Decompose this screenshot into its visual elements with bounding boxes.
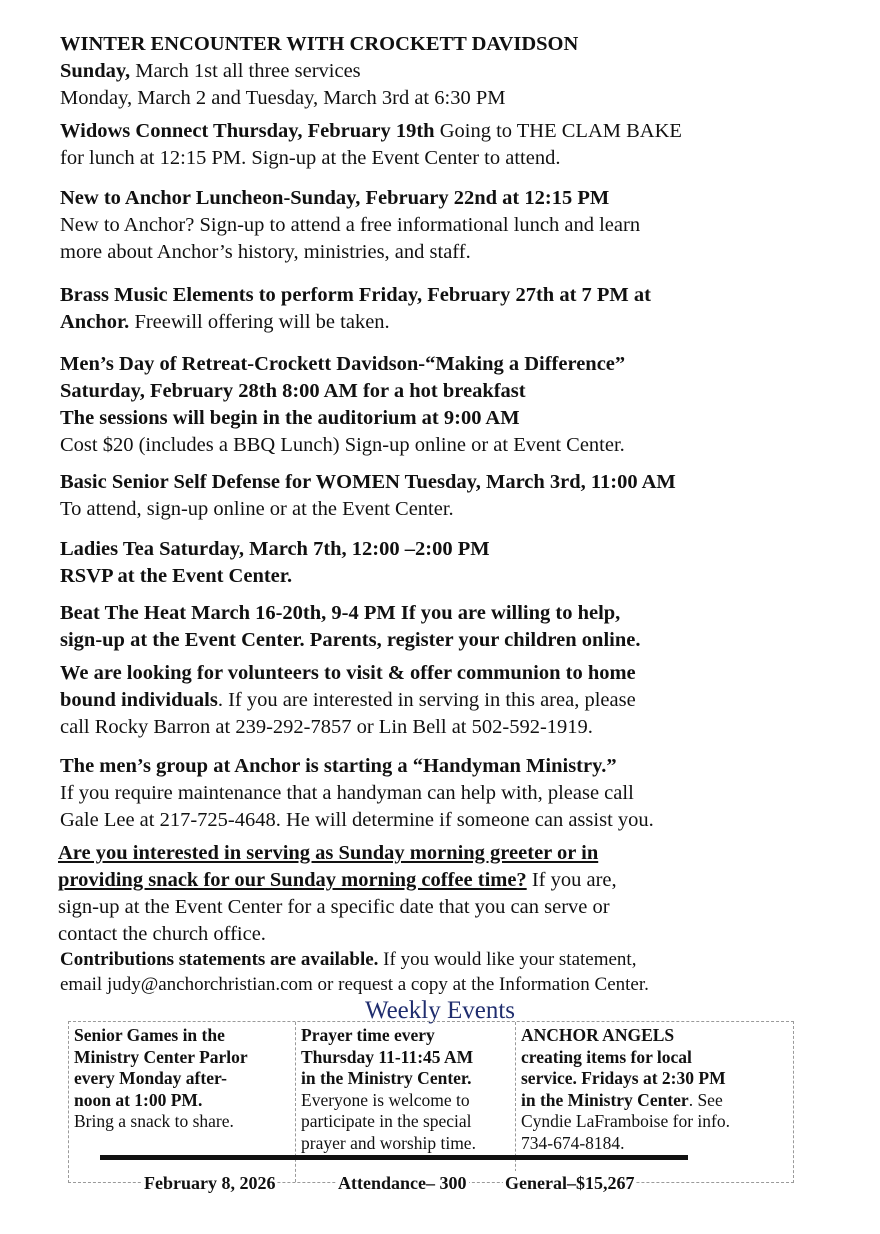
angels-line6: 734-674-8184.	[521, 1132, 625, 1153]
mens-day-retreat	[60, 351, 820, 459]
self-defense-title: Basic Senior Self Defense for WOMEN Tuesday, March 3rd, 11:00 AM	[60, 471, 676, 493]
brass-line1: Brass Music Elements to perform Friday, February 27th at 7 PM at	[60, 284, 651, 306]
volunteers-line3: call Rocky Barron at 239-292-7857 or Lin Bell at 502-592-1919.	[60, 716, 593, 738]
prayer-line5: participate in the special	[301, 1111, 472, 1131]
contributions-line1: Contributions statements are available. If you would like your statement,	[60, 949, 637, 970]
prayer-line3: in the Ministry Center.	[301, 1068, 472, 1088]
beat-heat-line1: Beat The Heat March 16-20th, 9-4 PM If you are willing to help,	[60, 602, 621, 624]
communion-volunteers	[60, 660, 820, 741]
self-defense	[60, 469, 820, 523]
beat-heat-line2: sign-up at the Event Center. Parents, register your children online.	[60, 629, 641, 651]
volunteers-line1: We are looking for volunteers to visit & offer communion to home	[60, 662, 636, 684]
mens-day-line3: The sessions will begin in the auditorium at 9:00 AM	[60, 407, 520, 429]
mens-day-line4: Cost $20 (includes a BBQ Lunch) Sign-up online or at Event Center.	[60, 434, 625, 456]
senior-games-line3: every Monday after-	[74, 1068, 227, 1088]
weekly-events-title: Weekly Events	[364, 997, 516, 1024]
prayer-line2: Thursday 11-11:45 AM	[301, 1046, 474, 1067]
winter-title: WINTER ENCOUNTER WITH CROCKETT DAVIDSON	[60, 33, 579, 55]
self-defense-line2: To attend, sign-up online or at the Event Center.	[60, 498, 454, 520]
handyman-line2: If you require maintenance that a handyman can help with, please call	[60, 782, 634, 804]
luncheon-line3: more about Anchor’s history, ministries, and staff.	[60, 241, 471, 263]
angels-line5: Cyndie LaFramboise for info.	[521, 1111, 730, 1131]
ladies-tea-line1: Ladies Tea Saturday, March 7th, 12:00 –2:00 PM	[60, 538, 490, 560]
widows-line2: for lunch at 12:15 PM. Sign-up at the Event Center to attend.	[60, 147, 561, 169]
luncheon-title: New to Anchor Luncheon-Sunday, February 22nd at 12:15 PM	[60, 187, 610, 209]
new-to-anchor-luncheon	[60, 185, 820, 266]
ladies-tea	[60, 536, 820, 590]
greeter-line1: Are you interested in serving as Sunday morning greeter or in	[58, 842, 599, 864]
greeter-line4: contact the church office.	[58, 923, 266, 945]
angels-line4: in the Ministry Center. See	[521, 1089, 723, 1110]
greeter-line3: sign-up at the Event Center for a specific date that you can serve or	[58, 896, 610, 918]
angels-line3: service. Fridays at 2:30 PM	[521, 1068, 726, 1088]
angels-line1: ANCHOR ANGELS	[521, 1025, 675, 1045]
ladies-tea-line2: RSVP at the Event Center.	[60, 565, 293, 587]
prayer-line6: prayer and worship time.	[301, 1132, 476, 1153]
volunteers-line2: bound individuals. If you are interested in serving in this area, please	[60, 689, 636, 711]
greeter-volunteers	[58, 840, 818, 948]
senior-games-line2: Ministry Center Parlor	[74, 1046, 248, 1067]
prayer-line4: Everyone is welcome to	[301, 1089, 470, 1110]
senior-games-line1: Senior Games in the	[74, 1025, 225, 1045]
contributions	[60, 947, 820, 997]
luncheon-line2: New to Anchor? Sign-up to attend a free informational lunch and learn	[60, 214, 641, 236]
angels-line2: creating items for local	[521, 1046, 692, 1067]
handyman-line1: The men’s group at Anchor is starting a “Handyman Ministry.”	[60, 755, 617, 777]
widows-line1: Widows Connect Thursday, February 19th Going to THE CLAM BAKE	[60, 120, 682, 142]
mens-day-line1: Men’s Day of Retreat-Crockett Davidson-“Making a Difference”	[60, 353, 626, 375]
senior-games-line5: Bring a snack to share.	[74, 1111, 234, 1131]
brass-music	[60, 282, 820, 336]
contributions-line2: email judy@anchorchristian.com or request a copy at the Information Center.	[60, 974, 649, 995]
greeter-line2: providing snack for our Sunday morning coffee time? If you are,	[58, 869, 617, 891]
senior-games-line4: noon at 1:00 PM.	[74, 1089, 203, 1110]
footer-attendance: Attendance– 300	[338, 1173, 467, 1193]
winter-encounter	[60, 31, 820, 112]
divider-rule	[100, 1155, 688, 1160]
handyman-ministry	[60, 753, 820, 834]
mens-day-line2: Saturday, February 28th 8:00 AM for a hot breakfast	[60, 380, 526, 402]
footer-date: February 8, 2026	[144, 1173, 276, 1193]
beat-the-heat	[60, 600, 820, 654]
handyman-line3: Gale Lee at 217-725-4648. He will determine if someone can assist you.	[60, 809, 654, 831]
winter-sunday: Sunday, March 1st all three services	[60, 60, 361, 82]
prayer-line1: Prayer time every	[301, 1025, 435, 1045]
widows-connect	[60, 118, 820, 172]
winter-weekdays: Monday, March 2 and Tuesday, March 3rd at 6:30 PM	[60, 87, 506, 109]
brass-line2: Anchor. Freewill offering will be taken.	[60, 311, 390, 333]
footer-general: General–$15,267	[505, 1173, 635, 1193]
